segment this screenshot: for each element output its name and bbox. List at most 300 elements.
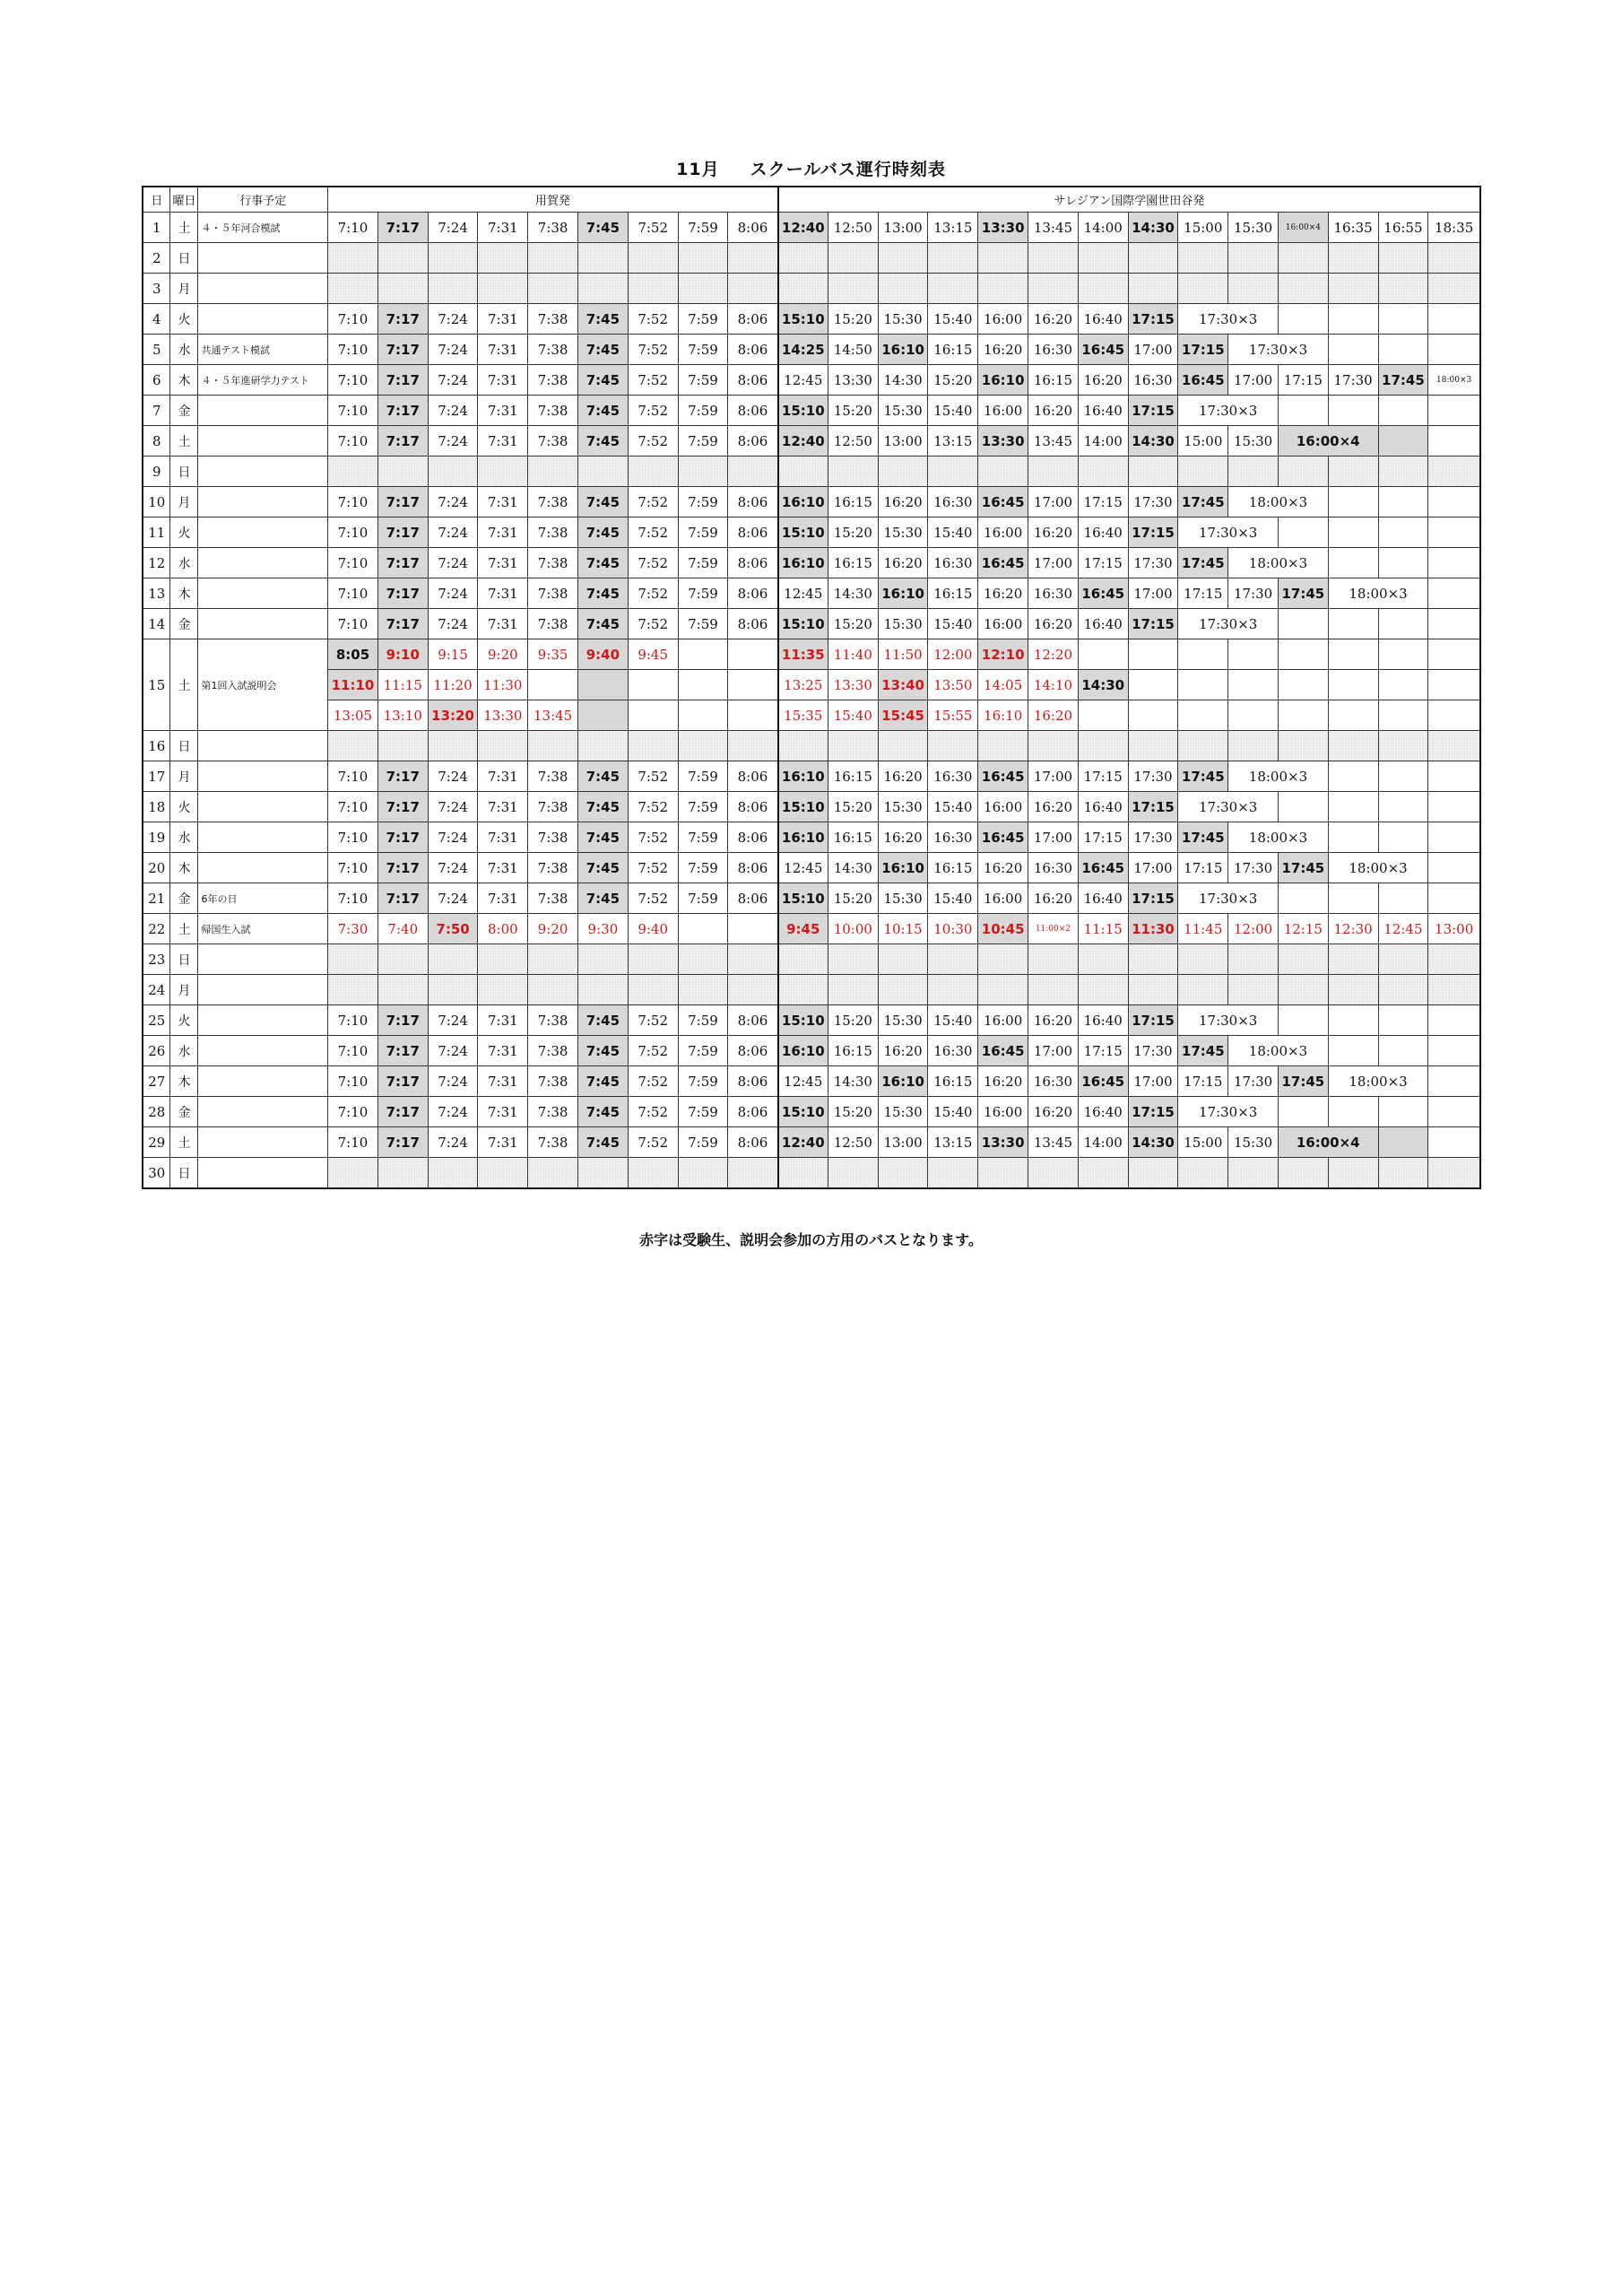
no-service-cell [728, 944, 778, 975]
timetable-row [143, 457, 1480, 487]
school-departure-time: 15:30 [878, 304, 928, 335]
yoga-departure-time: 7:59 [678, 1005, 728, 1036]
weekday-cell: 火 [170, 1005, 198, 1036]
no-service-cell [478, 731, 528, 761]
weekday-cell: 日 [170, 1158, 198, 1189]
school-departure-time: 16:20 [878, 487, 928, 517]
yoga-departure-time: 8:06 [728, 761, 778, 792]
school-departure-time: 17:15 [1178, 578, 1228, 609]
yoga-departure-time: 7:59 [678, 426, 728, 457]
no-service-cell [1278, 274, 1328, 304]
day-cell: 18 [143, 792, 170, 822]
school-departure-time: 16:45 [978, 548, 1028, 578]
school-departure-time: 16:15 [828, 1036, 878, 1066]
no-service-cell [828, 1158, 878, 1189]
school-departure-time [1278, 700, 1328, 731]
school-departure-time: 17:30×3 [1178, 883, 1279, 914]
yoga-departure-time: 11:30 [478, 670, 528, 700]
school-departure-time [1378, 792, 1428, 822]
school-departure-time: 14:30 [1128, 213, 1178, 243]
school-departure-time [1378, 396, 1428, 426]
no-service-cell [478, 944, 528, 975]
yoga-departure-time: 7:52 [628, 609, 678, 639]
school-departure-time [1078, 700, 1128, 731]
no-service-cell [1028, 457, 1079, 487]
timetable-row [143, 822, 1480, 853]
yoga-departure-time: 7:38 [528, 853, 578, 883]
school-departure-time: 16:40 [1078, 609, 1128, 639]
school-departure-time [1228, 700, 1279, 731]
event-cell [198, 1097, 328, 1127]
yoga-departure-time: 7:38 [528, 1036, 578, 1066]
no-service-cell [1378, 243, 1428, 274]
school-departure-time: 17:15 [1278, 365, 1328, 396]
school-departure-time [1428, 822, 1480, 853]
bus-timetable [142, 186, 1481, 1189]
yoga-departure-time: 8:06 [728, 517, 778, 548]
school-departure-time: 17:30 [1128, 761, 1178, 792]
yoga-departure-time: 7:10 [328, 213, 378, 243]
school-departure-time: 15:35 [778, 700, 828, 731]
yoga-departure-time: 7:24 [428, 609, 478, 639]
yoga-departure-time: 7:17 [377, 426, 428, 457]
school-departure-time: 12:45 [778, 1066, 828, 1097]
yoga-departure-time: 7:24 [428, 822, 478, 853]
yoga-departure-time: 7:31 [478, 426, 528, 457]
school-departure-time: 12:30 [1328, 914, 1378, 944]
yoga-departure-time: 7:38 [528, 792, 578, 822]
day-cell: 30 [143, 1158, 170, 1189]
yoga-departure-time: 7:31 [478, 1097, 528, 1127]
yoga-departure-time: 7:40 [377, 914, 428, 944]
yoga-departure-time: 7:45 [578, 1066, 629, 1097]
school-departure-time: 16:00×4 [1278, 1127, 1378, 1158]
no-service-cell [678, 731, 728, 761]
no-service-cell [1428, 944, 1480, 975]
school-departure-time: 13:30 [828, 670, 878, 700]
school-departure-time: 15:40 [928, 792, 978, 822]
school-departure-time [1278, 670, 1328, 700]
school-departure-time [1278, 1005, 1328, 1036]
yoga-departure-time: 7:10 [328, 822, 378, 853]
timetable-row [143, 761, 1480, 792]
yoga-departure-time: 7:24 [428, 1066, 478, 1097]
no-service-cell [1178, 975, 1228, 1005]
yoga-departure-time: 9:20 [478, 639, 528, 670]
no-service-cell [628, 944, 678, 975]
yoga-departure-time: 7:10 [328, 304, 378, 335]
school-departure-time: 17:45 [1278, 853, 1328, 883]
school-departure-time: 17:15 [1178, 1066, 1228, 1097]
no-service-cell [878, 457, 928, 487]
yoga-departure-time [678, 700, 728, 731]
school-departure-time [1328, 670, 1378, 700]
yoga-departure-time: 7:24 [428, 213, 478, 243]
school-departure-time: 15:10 [778, 792, 828, 822]
no-service-cell [578, 274, 629, 304]
no-service-cell [1278, 975, 1328, 1005]
school-departure-time [1328, 792, 1378, 822]
yoga-departure-time: 7:17 [377, 1036, 428, 1066]
school-departure-time: 12:10 [978, 639, 1028, 670]
no-service-cell [828, 731, 878, 761]
weekday-cell: 水 [170, 822, 198, 853]
school-departure-time: 16:15 [828, 761, 878, 792]
school-departure-time [1078, 639, 1128, 670]
school-departure-time: 15:40 [928, 517, 978, 548]
school-departure-time [1428, 335, 1480, 365]
yoga-departure-time: 7:45 [578, 426, 629, 457]
school-departure-time: 11:45 [1178, 914, 1228, 944]
school-departure-time: 15:30 [878, 792, 928, 822]
yoga-departure-time: 7:59 [678, 517, 728, 548]
yoga-departure-time: 8:06 [728, 426, 778, 457]
no-service-cell [878, 1158, 928, 1189]
no-service-cell [1078, 274, 1128, 304]
school-departure-time: 15:40 [928, 1097, 978, 1127]
yoga-departure-time: 7:59 [678, 1127, 728, 1158]
school-departure-time [1328, 1097, 1378, 1127]
no-service-cell [1028, 944, 1079, 975]
event-cell [198, 457, 328, 487]
no-service-cell [528, 243, 578, 274]
timetable-row [143, 1097, 1480, 1127]
no-service-cell [728, 457, 778, 487]
yoga-departure-time: 8:06 [728, 1097, 778, 1127]
no-service-cell [1228, 1158, 1279, 1189]
day-cell: 12 [143, 548, 170, 578]
day-cell: 6 [143, 365, 170, 396]
event-cell [198, 944, 328, 975]
school-departure-time: 16:20 [1028, 609, 1079, 639]
school-departure-time: 17:45 [1178, 487, 1228, 517]
school-departure-time: 16:30 [1028, 335, 1079, 365]
school-departure-time: 16:20 [1028, 1097, 1079, 1127]
school-departure-time: 17:45 [1378, 365, 1428, 396]
day-cell: 26 [143, 1036, 170, 1066]
school-departure-time: 13:00 [878, 1127, 928, 1158]
weekday-cell: 火 [170, 304, 198, 335]
school-departure-time: 18:00×3 [1428, 365, 1480, 396]
school-departure-time [1378, 761, 1428, 792]
weekday-cell: 月 [170, 975, 198, 1005]
school-departure-time: 16:45 [978, 1036, 1028, 1066]
school-departure-time: 16:15 [828, 487, 878, 517]
no-service-cell [1078, 243, 1128, 274]
yoga-departure-time: 7:52 [628, 822, 678, 853]
event-cell [198, 1066, 328, 1097]
day-cell: 5 [143, 335, 170, 365]
school-departure-time [1378, 335, 1428, 365]
school-departure-time: 18:00×3 [1228, 1036, 1329, 1066]
yoga-departure-time: 8:06 [728, 853, 778, 883]
day-cell: 11 [143, 517, 170, 548]
no-service-cell [1328, 944, 1378, 975]
timetable-row [143, 1036, 1480, 1066]
school-departure-time: 17:30×3 [1228, 335, 1329, 365]
school-departure-time: 16:00×4 [1278, 426, 1378, 457]
school-departure-time: 16:45 [978, 761, 1028, 792]
school-departure-time: 11:00×2 [1028, 914, 1079, 944]
yoga-departure-time [628, 700, 678, 731]
school-departure-time: 16:20 [978, 578, 1028, 609]
school-departure-time: 16:20 [878, 548, 928, 578]
school-departure-time: 17:00 [1128, 1066, 1178, 1097]
school-departure-time [1278, 304, 1328, 335]
school-departure-time: 18:00×3 [1228, 761, 1329, 792]
yoga-departure-time: 7:45 [578, 761, 629, 792]
school-departure-time: 17:00 [1228, 365, 1279, 396]
event-cell [198, 304, 328, 335]
no-service-cell [1028, 274, 1079, 304]
school-departure-time: 17:00 [1128, 853, 1178, 883]
school-departure-time: 16:20 [978, 335, 1028, 365]
yoga-departure-time: 9:30 [578, 914, 629, 944]
no-service-cell [628, 1158, 678, 1189]
yoga-departure-time: 8:06 [728, 304, 778, 335]
school-departure-time [1378, 517, 1428, 548]
no-service-cell [578, 731, 629, 761]
yoga-departure-time: 11:20 [428, 670, 478, 700]
school-departure-time: 17:00 [1028, 822, 1079, 853]
no-service-cell [1328, 975, 1378, 1005]
yoga-departure-time: 7:59 [678, 761, 728, 792]
school-departure-time: 10:15 [878, 914, 928, 944]
school-departure-time: 17:00 [1028, 487, 1079, 517]
yoga-departure-time: 7:10 [328, 853, 378, 883]
yoga-departure-time: 7:38 [528, 1097, 578, 1127]
school-departure-time: 16:30 [928, 822, 978, 853]
school-departure-time: 16:10 [778, 822, 828, 853]
weekday-cell: 金 [170, 609, 198, 639]
school-departure-time [1378, 639, 1428, 670]
no-service-cell [678, 1158, 728, 1189]
school-departure-time: 16:40 [1078, 517, 1128, 548]
school-departure-time: 17:15 [1128, 396, 1178, 426]
school-departure-time [1278, 639, 1328, 670]
no-service-cell [928, 274, 978, 304]
school-departure-time: 15:10 [778, 396, 828, 426]
school-departure-time: 15:10 [778, 304, 828, 335]
yoga-departure-time: 13:05 [328, 700, 378, 731]
yoga-departure-time: 7:52 [628, 1036, 678, 1066]
no-service-cell [728, 274, 778, 304]
no-service-cell [528, 1158, 578, 1189]
school-departure-time [1428, 853, 1480, 883]
school-departure-time: 14:30 [1078, 670, 1128, 700]
school-departure-time: 17:00 [1128, 578, 1178, 609]
no-service-cell [1428, 243, 1480, 274]
yoga-departure-time: 7:38 [528, 609, 578, 639]
no-service-cell [828, 944, 878, 975]
yoga-departure-time: 11:15 [377, 670, 428, 700]
yoga-departure-time: 7:45 [578, 213, 629, 243]
school-departure-time: 17:00 [1028, 1036, 1079, 1066]
school-departure-time: 14:30 [828, 578, 878, 609]
school-departure-time: 17:45 [1178, 1036, 1228, 1066]
no-service-cell [1028, 1158, 1079, 1189]
no-service-cell [1378, 975, 1428, 1005]
school-departure-time: 13:40 [878, 670, 928, 700]
yoga-departure-time: 7:17 [377, 487, 428, 517]
day-cell: 20 [143, 853, 170, 883]
no-service-cell [978, 1158, 1028, 1189]
yoga-departure-time: 7:45 [578, 578, 629, 609]
yoga-departure-time: 7:10 [328, 1097, 378, 1127]
weekday-cell: 月 [170, 761, 198, 792]
no-service-cell [1428, 975, 1480, 1005]
yoga-departure-time: 7:52 [628, 761, 678, 792]
yoga-departure-time: 7:38 [528, 365, 578, 396]
no-service-cell [528, 975, 578, 1005]
school-departure-time: 13:30 [978, 213, 1028, 243]
no-service-cell [328, 274, 378, 304]
no-service-cell [778, 731, 828, 761]
school-departure-time [1378, 700, 1428, 731]
yoga-departure-time: 7:17 [377, 609, 428, 639]
school-departure-time [1378, 1005, 1428, 1036]
yoga-departure-time: 7:31 [478, 853, 528, 883]
event-cell [198, 1158, 328, 1189]
school-departure-time [1428, 609, 1480, 639]
no-service-cell [1178, 457, 1228, 487]
no-service-cell [1378, 274, 1428, 304]
weekday-cell: 日 [170, 457, 198, 487]
yoga-departure-time: 8:06 [728, 548, 778, 578]
school-departure-time: 15:20 [828, 517, 878, 548]
school-departure-time: 16:00 [978, 517, 1028, 548]
no-service-cell [328, 944, 378, 975]
school-departure-time [1428, 639, 1480, 670]
no-service-cell [628, 457, 678, 487]
school-departure-time: 16:40 [1078, 1005, 1128, 1036]
no-service-cell [978, 731, 1028, 761]
header-weekday: 曜日 [170, 187, 198, 213]
yoga-departure-time: 7:10 [328, 578, 378, 609]
yoga-departure-time: 7:45 [578, 609, 629, 639]
yoga-departure-time: 7:59 [678, 335, 728, 365]
school-departure-time: 15:30 [878, 609, 928, 639]
school-departure-time: 17:00 [1028, 548, 1079, 578]
school-departure-time: 16:15 [828, 822, 878, 853]
timetable-row [143, 700, 1480, 731]
school-departure-time: 14:05 [978, 670, 1028, 700]
yoga-departure-time [678, 914, 728, 944]
timetable-row [143, 335, 1480, 365]
no-service-cell [1228, 274, 1279, 304]
event-cell: 共通テスト模試 [198, 335, 328, 365]
timetable-row [143, 914, 1480, 944]
no-service-cell [377, 731, 428, 761]
yoga-departure-time: 7:59 [678, 609, 728, 639]
school-departure-time: 18:35 [1428, 213, 1480, 243]
school-departure-time: 16:10 [778, 487, 828, 517]
yoga-departure-time: 7:17 [377, 822, 428, 853]
school-departure-time: 15:30 [878, 396, 928, 426]
school-departure-time: 14:00 [1078, 426, 1128, 457]
yoga-departure-time: 7:52 [628, 1097, 678, 1127]
school-departure-time: 16:45 [1078, 1066, 1128, 1097]
yoga-departure-time: 7:52 [628, 548, 678, 578]
school-departure-time: 17:15 [1128, 517, 1178, 548]
weekday-cell: 水 [170, 1036, 198, 1066]
school-departure-time: 11:30 [1128, 914, 1178, 944]
no-service-cell [1278, 1158, 1328, 1189]
yoga-departure-time: 7:31 [478, 304, 528, 335]
yoga-departure-time: 8:06 [728, 792, 778, 822]
school-departure-time [1428, 1005, 1480, 1036]
day-cell: 3 [143, 274, 170, 304]
no-service-cell [528, 944, 578, 975]
school-departure-time [1378, 487, 1428, 517]
no-service-cell [878, 274, 928, 304]
yoga-departure-time: 7:10 [328, 548, 378, 578]
school-departure-time: 16:15 [828, 548, 878, 578]
no-service-cell [1028, 975, 1079, 1005]
school-departure-time: 17:45 [1278, 1066, 1328, 1097]
day-cell: 29 [143, 1127, 170, 1158]
no-service-cell [878, 243, 928, 274]
school-departure-time: 12:40 [778, 1127, 828, 1158]
yoga-departure-time: 7:10 [328, 517, 378, 548]
yoga-departure-time: 7:45 [578, 883, 629, 914]
no-service-cell [1278, 457, 1328, 487]
school-departure-time: 13:25 [778, 670, 828, 700]
yoga-departure-time: 8:06 [728, 883, 778, 914]
no-service-cell [528, 457, 578, 487]
school-departure-time: 16:00 [978, 1005, 1028, 1036]
school-departure-time [1328, 548, 1378, 578]
yoga-departure-time: 7:17 [377, 304, 428, 335]
school-departure-time: 13:15 [928, 213, 978, 243]
yoga-departure-time: 7:52 [628, 792, 678, 822]
school-departure-time [1428, 304, 1480, 335]
weekday-cell: 日 [170, 731, 198, 761]
school-departure-time [1278, 396, 1328, 426]
yoga-departure-time: 7:52 [628, 853, 678, 883]
yoga-departure-time: 9:45 [628, 639, 678, 670]
yoga-departure-time: 7:38 [528, 1005, 578, 1036]
weekday-cell: 木 [170, 853, 198, 883]
no-service-cell [728, 243, 778, 274]
no-service-cell [778, 457, 828, 487]
school-departure-time [1378, 304, 1428, 335]
yoga-departure-time: 7:31 [478, 609, 528, 639]
yoga-departure-time: 8:06 [728, 822, 778, 853]
school-departure-time [1328, 1036, 1378, 1066]
school-departure-time: 16:15 [928, 853, 978, 883]
yoga-departure-time: 7:38 [528, 396, 578, 426]
yoga-departure-time: 7:10 [328, 487, 378, 517]
day-cell: 15 [143, 639, 170, 731]
school-departure-time: 16:30 [1028, 853, 1079, 883]
school-departure-time [1328, 609, 1378, 639]
yoga-departure-time: 7:31 [478, 578, 528, 609]
yoga-departure-time: 7:45 [578, 487, 629, 517]
timetable-row [143, 548, 1480, 578]
school-departure-time: 13:45 [1028, 1127, 1079, 1158]
school-departure-time [1128, 639, 1178, 670]
no-service-cell [478, 274, 528, 304]
no-service-cell [1328, 731, 1378, 761]
yoga-departure-time: 7:17 [377, 548, 428, 578]
school-departure-time: 17:45 [1178, 761, 1228, 792]
school-departure-time: 13:45 [1028, 426, 1079, 457]
school-departure-time: 16:10 [878, 853, 928, 883]
no-service-cell [1128, 975, 1178, 1005]
no-service-cell [328, 975, 378, 1005]
school-departure-time: 16:30 [928, 1036, 978, 1066]
